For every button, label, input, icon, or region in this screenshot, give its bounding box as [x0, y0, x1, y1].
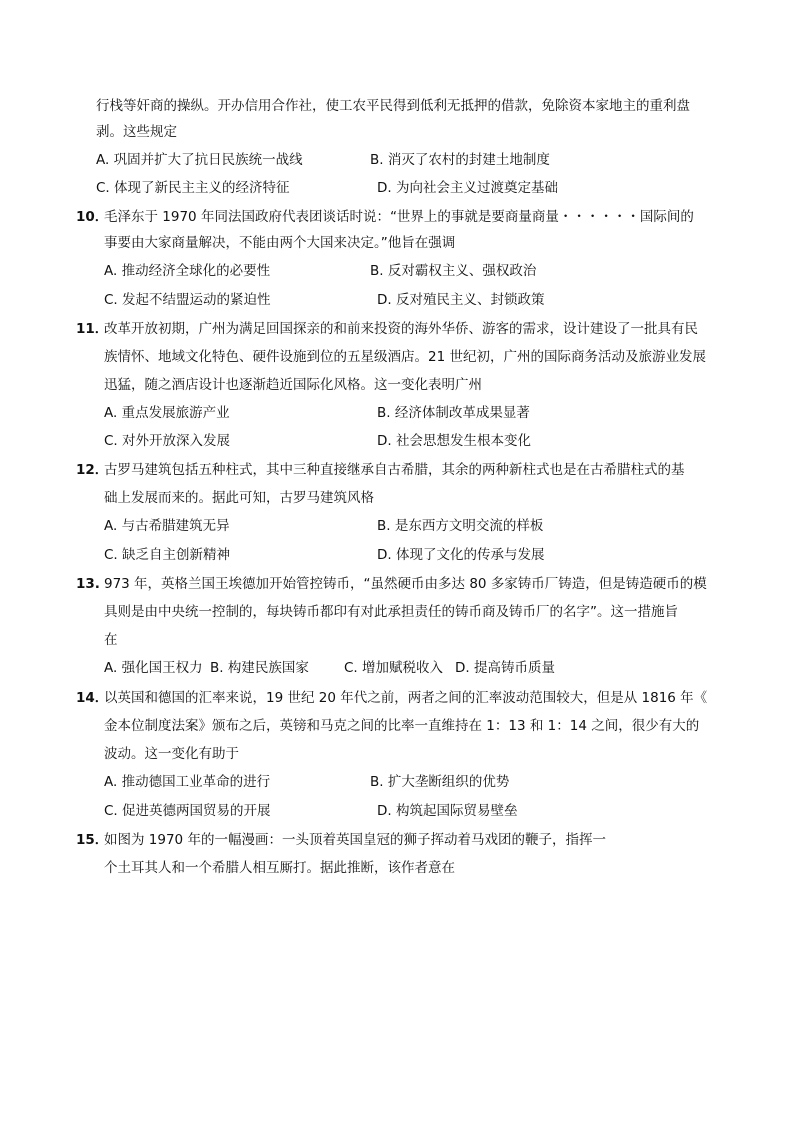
q12-stem-line-1: 古罗马建筑包括五种柱式，其中三种直接继承自古希腊，其余的两种新柱式也是在古希腊柱式的基	[104, 462, 685, 478]
q11-stem-line-2: 族情怀、地域文化特色、硬件设施到位的五星级酒店。21 世纪初，广州的国际商务活动及旅游业发展	[104, 349, 706, 365]
q10-stem-line-2: 事要由大家商量解决，不能由两个大国来决定。”他旨在强调	[104, 235, 456, 251]
q14-stem-line-2: 金本位制度法案》颁布之后，英镑和马克之间的比率一直维持在 1：13 和 1：14 之间，很少有大的	[104, 718, 700, 734]
q11-option-c: C. 对外开放深入发展	[104, 433, 231, 449]
q15-number: 15．	[76, 832, 109, 848]
q12-stem-line-2: 础上发展而来的。据此可知，古罗马建筑风格	[104, 490, 374, 506]
q12-option-a: A. 与古希腊建筑无异	[104, 518, 230, 534]
q12-option-c: C. 缺乏自主创新精神	[104, 547, 231, 563]
q14-option-a: A. 推动德国工业革命的进行	[104, 774, 271, 790]
q10-option-a: A. 推动经济全球化的必要性	[104, 263, 271, 279]
q14-option-d: D. 构筑起国际贸易壁垒	[377, 803, 518, 819]
q13-number: 13.	[76, 576, 100, 592]
q11-option-a: A. 重点发展旅游产业	[104, 405, 230, 421]
q13-option-d: D. 提高铸币质量	[455, 660, 555, 676]
q14-number: 14．	[76, 690, 109, 706]
q15-stem-line-1: 如图为 1970 年的一幅漫画：一头顶着英国皇冠的狮子挥动着马戏团的鞭子，指挥一	[104, 832, 606, 848]
q10-stem-line-1: 毛泽东于 1970 年同法国政府代表团谈话时说：“世界上的事就是要商量商量・・・・・・国际间的	[104, 209, 694, 225]
q9-stem-line-2: 剥。这些规定	[96, 124, 177, 140]
q9-option-b: B. 消灭了农村的封建土地制度	[370, 152, 550, 168]
q13-option-c: C. 增加赋税收入	[344, 660, 444, 676]
q10-option-c: C. 发起不结盟运动的紧迫性	[104, 292, 271, 308]
q13-stem-line-3: 在	[104, 632, 118, 648]
q13-option-a: A. 强化国王权力	[104, 660, 203, 676]
q15-stem-line-2: 个土耳其人和一个希腊人相互厮打。据此推断，该作者意在	[104, 860, 455, 876]
q11-number: 11．	[76, 321, 109, 337]
q13-option-b: B. 构建民族国家	[210, 660, 309, 676]
q12-option-b: B. 是东西方文明交流的样板	[377, 518, 544, 534]
q12-number: 12．	[76, 462, 109, 478]
q11-stem-line-3: 迅猛，随之酒店设计也逐渐趋近国际化风格。这一变化表明广州	[104, 377, 482, 393]
q9-option-d: D. 为向社会主义过渡奠定基础	[377, 180, 558, 196]
q9-option-a: A. 巩固并扩大了抗日民族统一战线	[96, 152, 303, 168]
q14-option-c: C. 促进英德两国贸易的开展	[104, 803, 271, 819]
q13-stem-line-2: 具则是由中央统一控制的，每块铸币都印有对此承担责任的铸币商及铸币厂的名字”。这一措施旨	[104, 604, 678, 620]
q14-stem-line-3: 波动。这一变化有助于	[104, 746, 239, 762]
q10-number: 10．	[76, 209, 109, 225]
q12-option-d: D. 体现了文化的传承与发展	[377, 547, 545, 563]
q9-option-c: C. 体现了新民主主义的经济特征	[96, 180, 290, 196]
q10-option-b: B. 反对霸权主义、强权政治	[370, 263, 537, 279]
q14-option-b: B. 扩大垄断组织的优势	[370, 774, 510, 790]
q10-option-d: D. 反对殖民主义、封锁政策	[377, 292, 545, 308]
q11-option-b: B. 经济体制改革成果显著	[377, 405, 530, 421]
q11-stem-line-1: 改革开放初期，广州为满足回国探亲的和前来投资的海外华侨、游客的需求，设计建设了一批具有民	[104, 321, 698, 337]
q14-stem-line-1: 以英国和德国的汇率来说，19 世纪 20 年代之前，两者之间的汇率波动范围较大，但是从 1816 年《	[104, 690, 708, 706]
q13-stem-line-1: 973 年，英格兰国王埃德加开始管控铸币，“虽然硬币由多达 80 多家铸币厂铸造，但是铸造硬币的模	[104, 576, 707, 592]
q11-option-d: D. 社会思想发生根本变化	[377, 433, 531, 449]
q9-stem-line-1: 行栈等奸商的操纵。开办信用合作社，使工农平民得到低利无抵押的借款，免除资本家地主的重利盘	[96, 98, 690, 114]
